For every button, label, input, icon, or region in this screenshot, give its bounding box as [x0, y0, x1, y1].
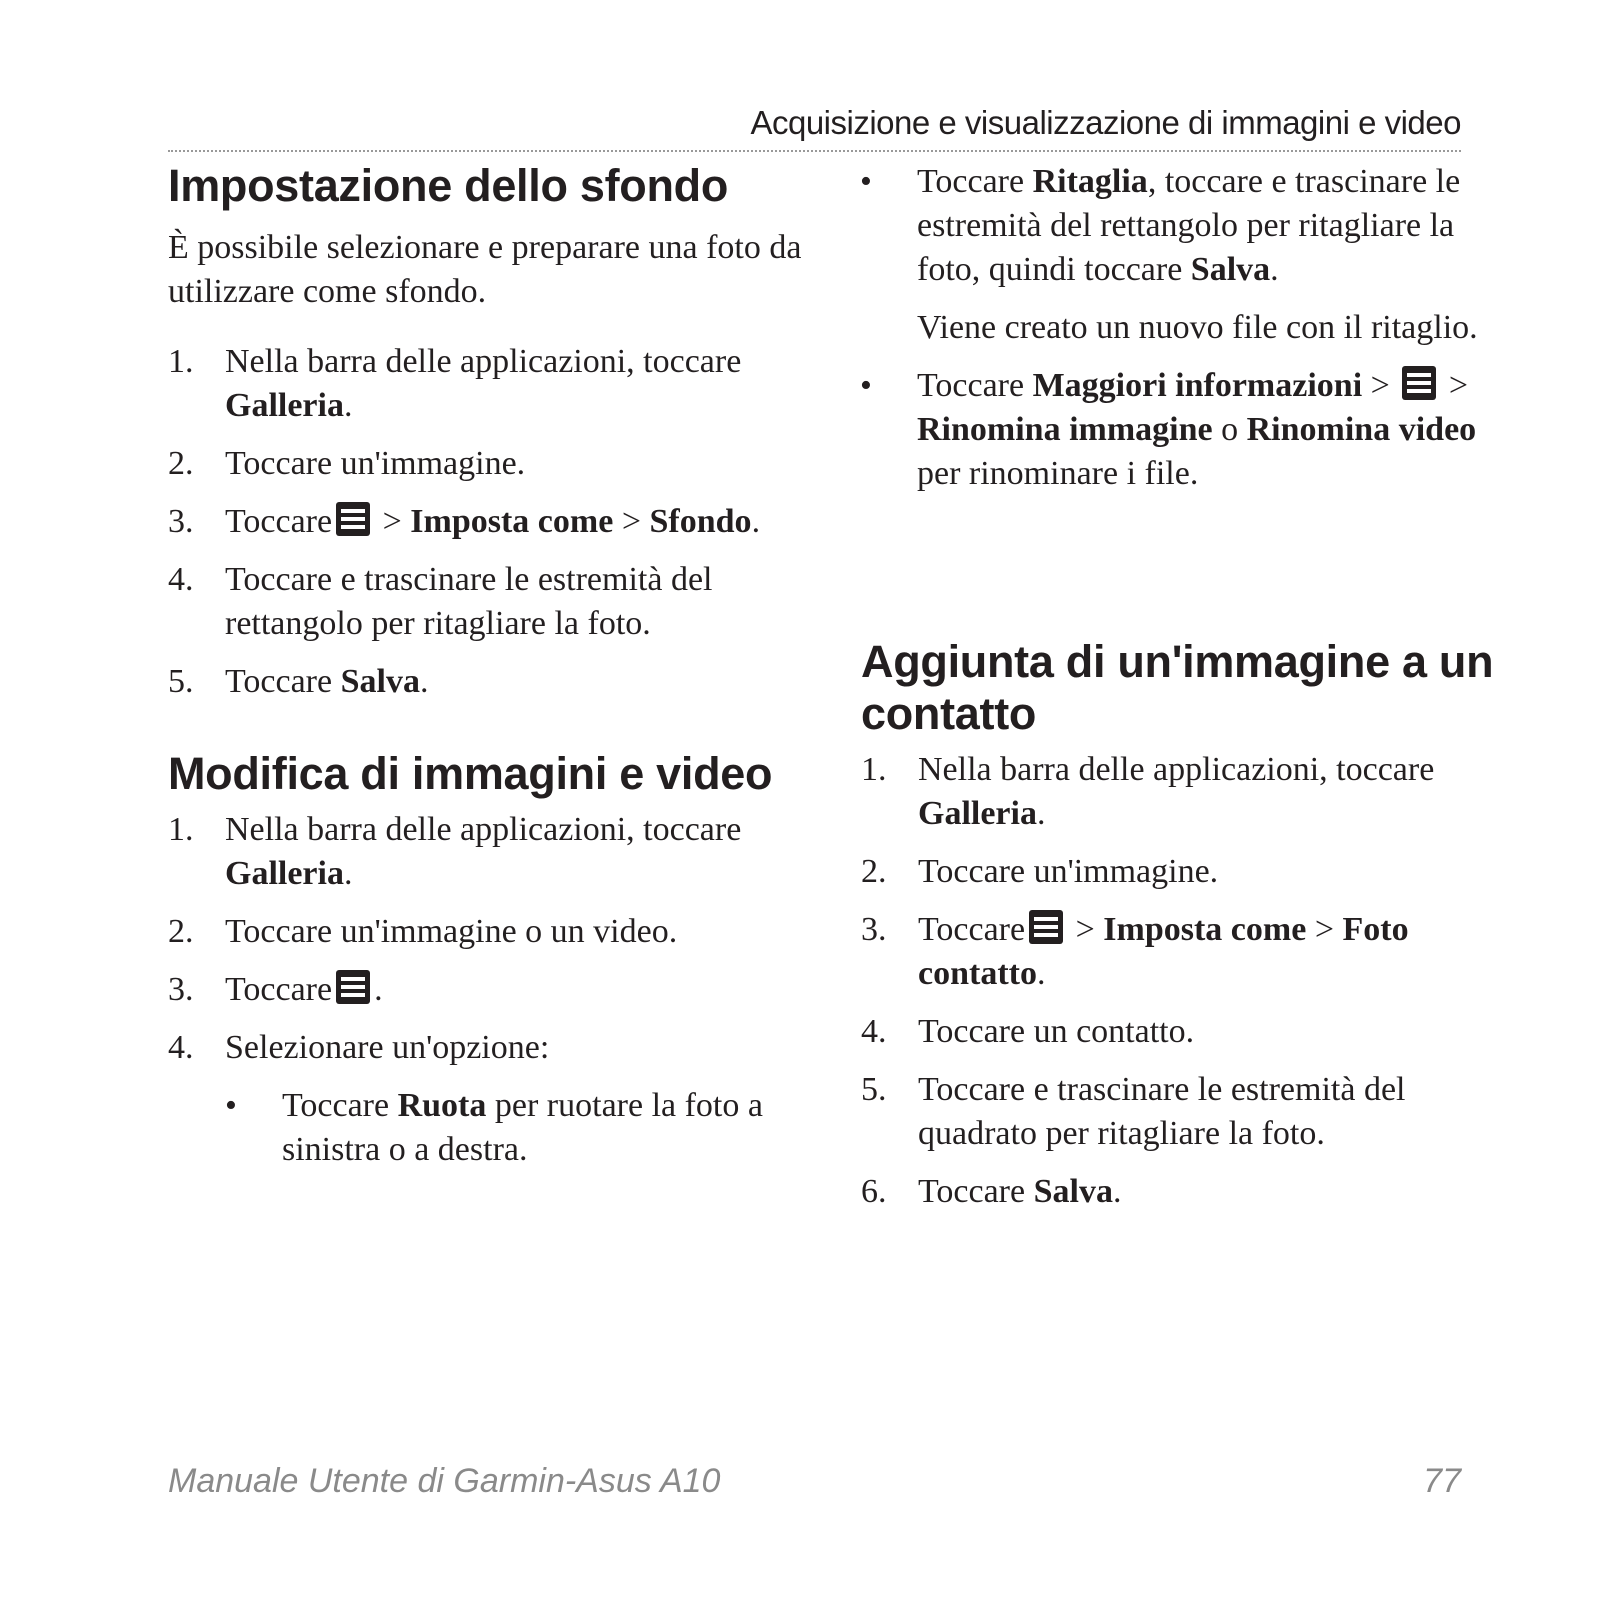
page-number: 77	[1423, 1462, 1461, 1500]
list-item: 1. Nella barra delle applicazioni, toccare Galleria.	[861, 751, 1435, 832]
list-item: 5. Toccare Salva.	[168, 663, 429, 700]
list-item: 4. Selezionare un'opzione: • Toccare Ruota per ruotare la foto a sinistra o a destra.	[168, 1026, 818, 1172]
list-item: 3. Toccare > Imposta come > Foto contatto.	[861, 911, 1409, 992]
list-item: 4. Toccare un contatto.	[861, 1013, 1195, 1050]
list-item: • Toccare Maggiori informazioni > > Rinomina immagine o Rinomina video per rinominare i file.	[860, 367, 1477, 492]
wallpaper-intro: È possibile selezionare e preparare una foto da utilizzare come sfondo.	[168, 229, 802, 310]
header-divider	[168, 150, 1461, 152]
list-item: 4. Toccare e trascinare le estremità del rettangolo per ritagliare la foto.	[168, 561, 713, 642]
edit-options-continued	[860, 160, 1502, 496]
list-item: 2. Toccare un'immagine.	[168, 445, 526, 482]
list-item: 2. Toccare un'immagine.	[861, 853, 1219, 890]
right-column-lower	[861, 636, 1501, 1214]
list-item: • Toccare Ruota per ruotare la foto a sinistra o a destra.	[225, 1087, 763, 1168]
list-item: 3. Toccare .	[168, 971, 383, 1008]
list-item: 6. Toccare Salva.	[861, 1173, 1122, 1210]
list-item: 2. Toccare un'immagine o un video.	[168, 913, 678, 950]
menu-icon	[335, 501, 371, 537]
menu-icon	[1028, 909, 1064, 945]
list-item: 1. Nella barra delle applicazioni, toccare Galleria.	[168, 811, 742, 892]
wallpaper-steps	[168, 340, 818, 704]
list-item: • Toccare Ritaglia, toccare e trascinare le estremità del rettangolo per ritagliare la foto, quindi toccare Salva. Viene creato un nuovo file con il ritaglio.	[860, 160, 1502, 350]
section-heading-edit: Modifica di immagini e video	[168, 748, 773, 799]
menu-icon	[335, 969, 371, 1005]
right-column	[860, 160, 1502, 496]
running-header: Acquisizione e visualizzazione di immagini e video	[750, 104, 1461, 141]
list-item: 3. Toccare > Imposta come > Sfondo.	[168, 503, 761, 540]
menu-icon	[1401, 365, 1437, 401]
list-item: 5. Toccare e trascinare le estremità del quadrato per ritagliare la foto.	[861, 1071, 1406, 1152]
list-item: 1. Nella barra delle applicazioni, toccare Galleria.	[168, 343, 742, 424]
section-heading-contact: Aggiunta di un'immagine a un contatto	[861, 636, 1494, 739]
edit-steps	[168, 808, 818, 1172]
left-column	[168, 160, 818, 1172]
footer-manual-title: Manuale Utente di Garmin-Asus A10	[168, 1462, 721, 1500]
contact-steps	[861, 748, 1501, 1214]
crop-note: Viene creato un nuovo file con il ritaglio.	[917, 309, 1478, 346]
section-heading-wallpaper: Impostazione dello sfondo	[168, 160, 729, 211]
edit-options	[225, 1084, 818, 1172]
